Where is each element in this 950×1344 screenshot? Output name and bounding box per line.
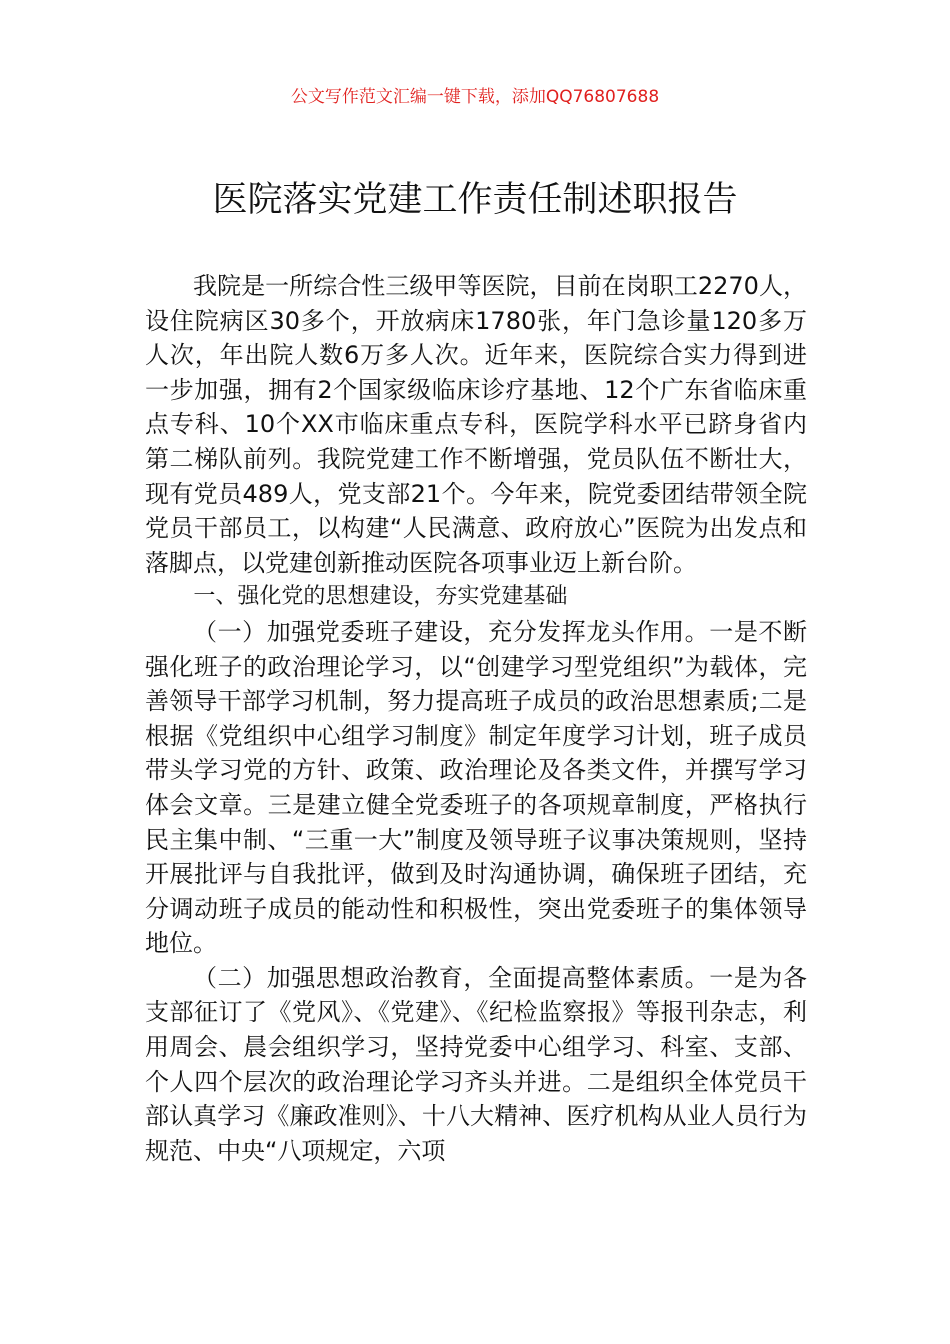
intro-paragraph: 我院是一所综合性三级甲等医院，目前在岗职工2270人，设住院病区30多个，开放病床1780张，年门急诊量120多万人次，年出院人数6万多人次。近年来，医院综合实力得到进一步加强，拥有2个国家级临床诊疗基地、12个广东省临床重点专科、10个XX市临床重点专科，医院学科水平已跻身省内第二梯队前列。我院党建工作不断增强，党员队伍不断壮大，现有党员489人，党支部21个。今年来，院党委团结带领全院党员干部员工，以构建“人民满意、政府放心”医院为出发点和落脚点，以党建创新推动医院各项事业迈上新台阶。 (145, 272, 807, 577)
section-1-paragraph-2: （二）加强思想政治教育，全面提高整体素质。一是为各支部征订了《党风》、《党建》、《纪检监察报》等报刊杂志，利用周会、晨会组织学习，坚持党委中心组学习、科室、支部、个人四个层次的政治理论学习齐头并进。二是组织全体党员干部认真学习《廉政准则》、十八大精神、医疗机构从业人员行为规范、中央“八项规定，六项 (145, 963, 807, 1165)
document-body (145, 269, 807, 1168)
section-heading-1: 一、强化党的思想建设，夯实党建基础 (193, 584, 568, 610)
document-title: 医院落实党建工作责任制述职报告 (212, 180, 738, 220)
section-1-paragraph-1: （一）加强党委班子建设，充分发挥龙头作用。一是不断强化班子的政治理论学习，以“创建学习型党组织”为载体，完善领导干部学习机制，努力提高班子成员的政治思想素质;二是根据《党组织中心组学习制度》制定年度学习计划，班子成员带头学习党的方针、政策、政治理论及各类文件，并撰写学习体会文章。三是建立健全党委班子的各项规章制度，严格执行民主集中制、“三重一大”制度及领导班子议事决策规则，坚持开展批评与自我批评，做到及时沟通协调，确保班子团结，充分调动班子成员的能动性和积极性，突出党委班子的集体领导地位。 (145, 617, 807, 958)
download-banner: 公文写作范文汇编一键下载，添加QQ76807688 (290, 87, 660, 107)
